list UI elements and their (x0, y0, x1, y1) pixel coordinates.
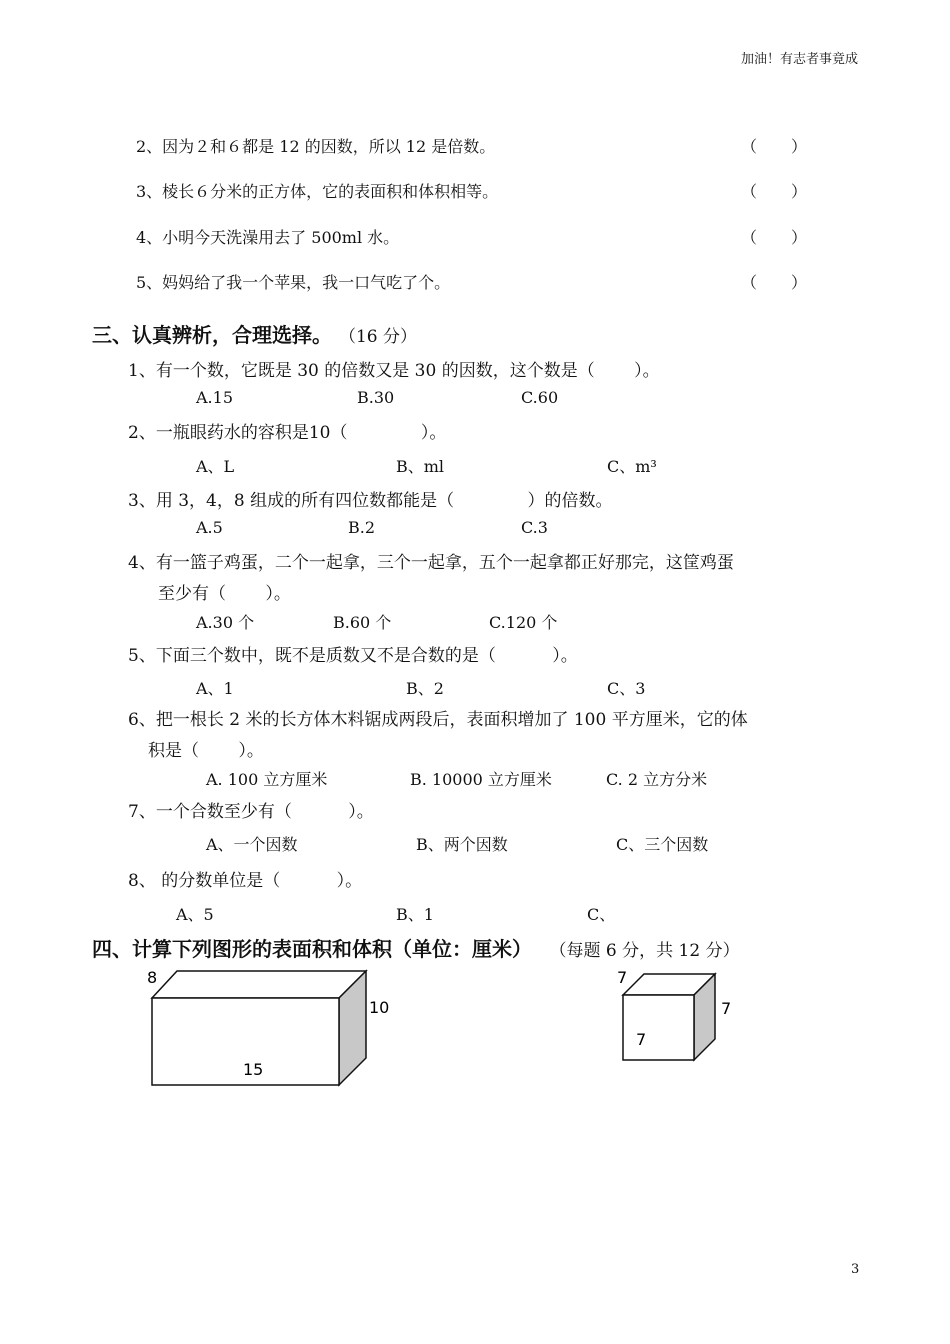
question-5: 5、下面三个数中，既不是质数又不是合数的是（ ）。 (128, 646, 578, 666)
question-2: 2、一瓶眼药水的容积是10（ ）。 (128, 423, 447, 443)
option-b[interactable]: B.2 (348, 518, 376, 537)
answer-paren[interactable]: （ ） (741, 182, 808, 201)
option-a[interactable]: A. 100 立方厘米 (206, 770, 328, 789)
question-6-continued: 积是（ ）。 (148, 741, 264, 761)
answer-paren[interactable]: （ ） (741, 228, 808, 247)
option-a[interactable]: A.30 个 (196, 613, 255, 632)
option-c[interactable]: C.120 个 (489, 613, 558, 632)
cuboid-figure (140, 965, 400, 1090)
option-b[interactable]: B、ml (396, 457, 445, 476)
option-a[interactable]: A、一个因数 (206, 835, 298, 854)
option-c[interactable]: C、3 (607, 679, 646, 698)
cube-right-label: 7 (721, 999, 732, 1018)
answer-paren[interactable]: （ ） (741, 273, 808, 292)
question-8: 8、 的分数单位是（ ）。 (128, 871, 363, 891)
option-b[interactable]: B、两个因数 (416, 835, 508, 854)
cube-figure (612, 965, 742, 1065)
option-b[interactable]: B.30 (357, 388, 395, 407)
page-number: 3 (851, 1262, 860, 1277)
question-6: 6、把一根长 2 米的长方体木料锯成两段后，表面积增加了 100 平方厘米，它的体 (128, 710, 748, 730)
option-b[interactable]: B、1 (396, 905, 434, 924)
cuboid-width-label: 8 (147, 968, 158, 987)
cuboid-length-label: 15 (243, 1060, 264, 1079)
cuboid-top-face (152, 971, 366, 998)
option-b[interactable]: B、2 (406, 679, 444, 698)
question-7: 7、一个合数至少有（ ）。 (128, 802, 374, 822)
option-b[interactable]: B.60 个 (333, 613, 392, 632)
tf-item-2: 2、因为２和６都是 12 的因数，所以 12 是倍数。 (136, 137, 496, 156)
tf-item-4: 4、小明今天洗澡用去了 500ml 水。 (136, 228, 400, 247)
option-c[interactable]: C.3 (521, 518, 548, 537)
cube-front-label: 7 (636, 1030, 647, 1049)
option-a[interactable]: A、L (196, 457, 235, 476)
option-b[interactable]: B. 10000 立方厘米 (410, 770, 552, 789)
option-a[interactable]: A、5 (176, 905, 214, 924)
page-header: 加油！有志者事竟成 (740, 52, 858, 67)
cuboid-height-label: 10 (369, 998, 390, 1017)
section-4-title: 四、计算下列图形的表面积和体积（单位：厘米） （每题 6 分，共 12 分） (92, 937, 740, 961)
question-3: 3、用 3，4，8 组成的所有四位数都能是（ ）的倍数。 (128, 491, 613, 511)
section-4-score: （每题 6 分，共 12 分） (558, 941, 740, 961)
option-c[interactable]: C.60 (521, 388, 559, 407)
option-c[interactable]: C、m³ (607, 457, 657, 476)
question-4: 4、有一篮子鸡蛋，二个一起拿，三个一起拿，五个一起拿都正好那完，这筐鸡蛋 (128, 553, 734, 573)
option-c[interactable]: C、三个因数 (616, 835, 709, 854)
option-c[interactable]: C. 2 立方分米 (606, 770, 708, 789)
cube-top-label: 7 (617, 968, 628, 987)
question-4-continued: 至少有（ ）。 (158, 584, 291, 604)
tf-item-5: 5、妈妈给了我一个苹果，我一口气吃了个。 (136, 273, 451, 292)
question-1: 1、有一个数，它既是 30 的倍数又是 30 的因数，这个数是（ ）。 (128, 361, 660, 381)
cube-front-face (623, 995, 694, 1060)
option-a[interactable]: A、1 (196, 679, 234, 698)
option-c[interactable]: C、 (587, 905, 616, 924)
section-3-score: （16 分） (338, 327, 418, 347)
answer-paren[interactable]: （ ） (741, 137, 808, 156)
option-a[interactable]: A.15 (196, 388, 233, 407)
option-a[interactable]: A.5 (196, 518, 223, 537)
tf-item-3: 3、棱长６分米的正方体，它的表面积和体积相等。 (136, 182, 499, 201)
section-3-title: 三、认真辨析，合理选择。 （16 分） (92, 323, 418, 347)
